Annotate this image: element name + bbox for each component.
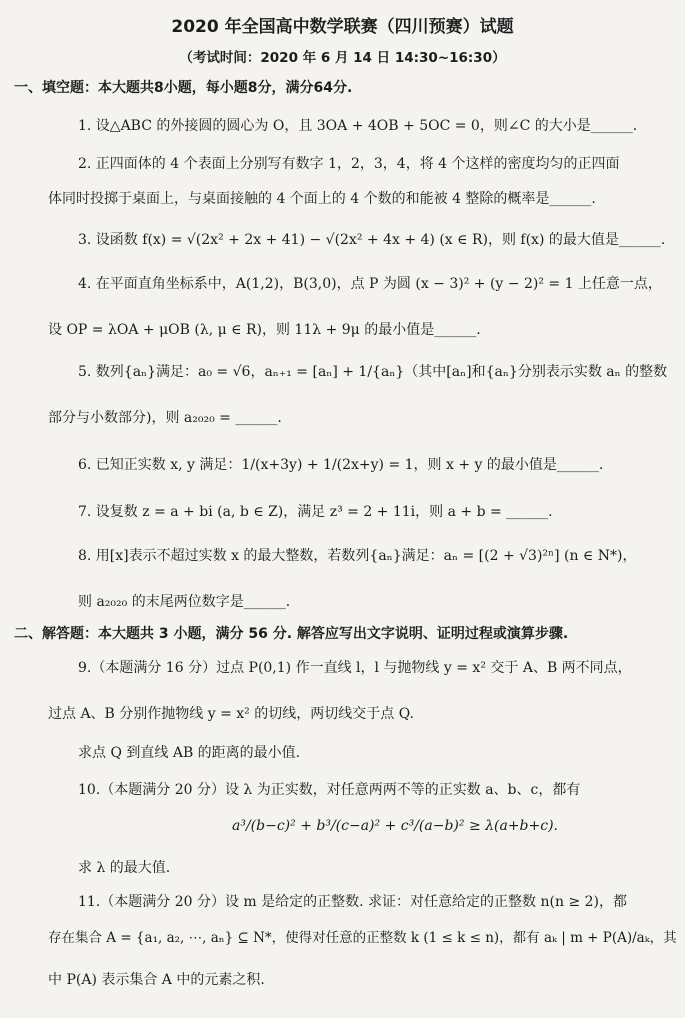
question-8-line1: 8. 用[x]表示不超过实数 x 的最大整数，若数列{aₙ}满足：aₙ = [(2 + √3)²ⁿ] (n ∈ N*)， [78,548,637,564]
question-10-line1: 10.（本题满分 20 分）设 λ 为正实数，对任意两两不等的正实数 a、b、c，都有 [78,782,581,798]
section2-heading: 二、解答题：本大题共 3 小题，满分 56 分. 解答应写出文字说明、证明过程或演算步骤. [14,626,569,642]
question-4-line1: 4. 在平面直角坐标系中，A(1,2)，B(3,0)，点 P 为圆 (x − 3)² + (y − 2)² = 1 上任意一点， [78,276,662,292]
question-4-line2: 设 OP = λOA + μOB (λ, μ ∈ R)，则 11λ + 9μ 的最小值是______. [48,322,481,338]
question-5-line2: 部分与小数部分)，则 a₂₀₂₀ = ______. [48,410,282,426]
section1-heading: 一、填空题：本大题共8小题，每小题8分，满分64分. [14,80,353,96]
question-3: 3. 设函数 f(x) = √(2x² + 2x + 41) − √(2x² + 4x + 4) (x ∈ R)，则 f(x) 的最大值是______. [78,232,666,248]
question-8-line2: 则 a₂₀₂₀ 的末尾两位数字是______. [78,594,291,610]
question-2-line1: 2. 正四面体的 4 个表面上分别写有数字 1，2，3，4，将 4 个这样的密度均匀的正四面 [78,156,620,172]
question-11-line1: 11.（本题满分 20 分）设 m 是给定的正整数. 求证：对任意给定的正整数 n(n ≥ 2)，都 [78,894,627,910]
exam-time: （考试时间：2020 年 6 月 14 日 14:30~16:30） [179,50,506,66]
question-10-line2: 求 λ 的最大值. [78,860,171,876]
question-6: 6. 已知正实数 x, y 满足：1/(x+3y) + 1/(2x+y) = 1，则 x + y 的最小值是______. [78,457,604,473]
question-7: 7. 设复数 z = a + bi (a, b ∈ Z)，满足 z³ = 2 + 11i，则 a + b = ______. [78,504,553,520]
question-11-line3: 中 P(A) 表示集合 A 中的元素之积. [48,972,265,988]
question-10-inequality: a³/(b−c)² + b³/(c−a)² + c³/(a−b)² ≥ λ(a+b+c). [232,818,558,834]
question-9-line3: 求点 Q 到直线 AB 的距离的最小值. [78,745,301,761]
question-9-line1: 9.（本题满分 16 分）过点 P(0,1) 作一直线 l，l 与抛物线 y = x² 交于 A、B 两不同点， [78,660,632,676]
page-title: 2020 年全国高中数学联赛（四川预赛）试题 [171,17,514,37]
question-11-line2: 存在集合 A = {a₁, a₂, ⋯, aₙ} ⊆ N*，使得对任意的正整数 k (1 ≤ k ≤ n)，都有 aₖ | m + P(A)/aₖ，其 [48,930,677,946]
question-5-line1: 5. 数列{aₙ}满足：a₀ = √6，aₙ₊₁ = [aₙ] + 1/{aₙ}（其中[aₙ]和{aₙ}分别表示实数 aₙ 的整数 [78,364,668,380]
question-9-line2: 过点 A、B 分别作抛物线 y = x² 的切线，两切线交于点 Q. [48,706,414,722]
question-1: 1. 设△ABC 的外接圆的圆心为 O，且 3OA + 4OB + 5OC = 0，则∠C 的大小是______. [78,118,638,134]
question-2-line2: 体同时投掷于桌面上，与桌面接触的 4 个面上的 4 个数的和能被 4 整除的概率是______. [48,191,596,207]
